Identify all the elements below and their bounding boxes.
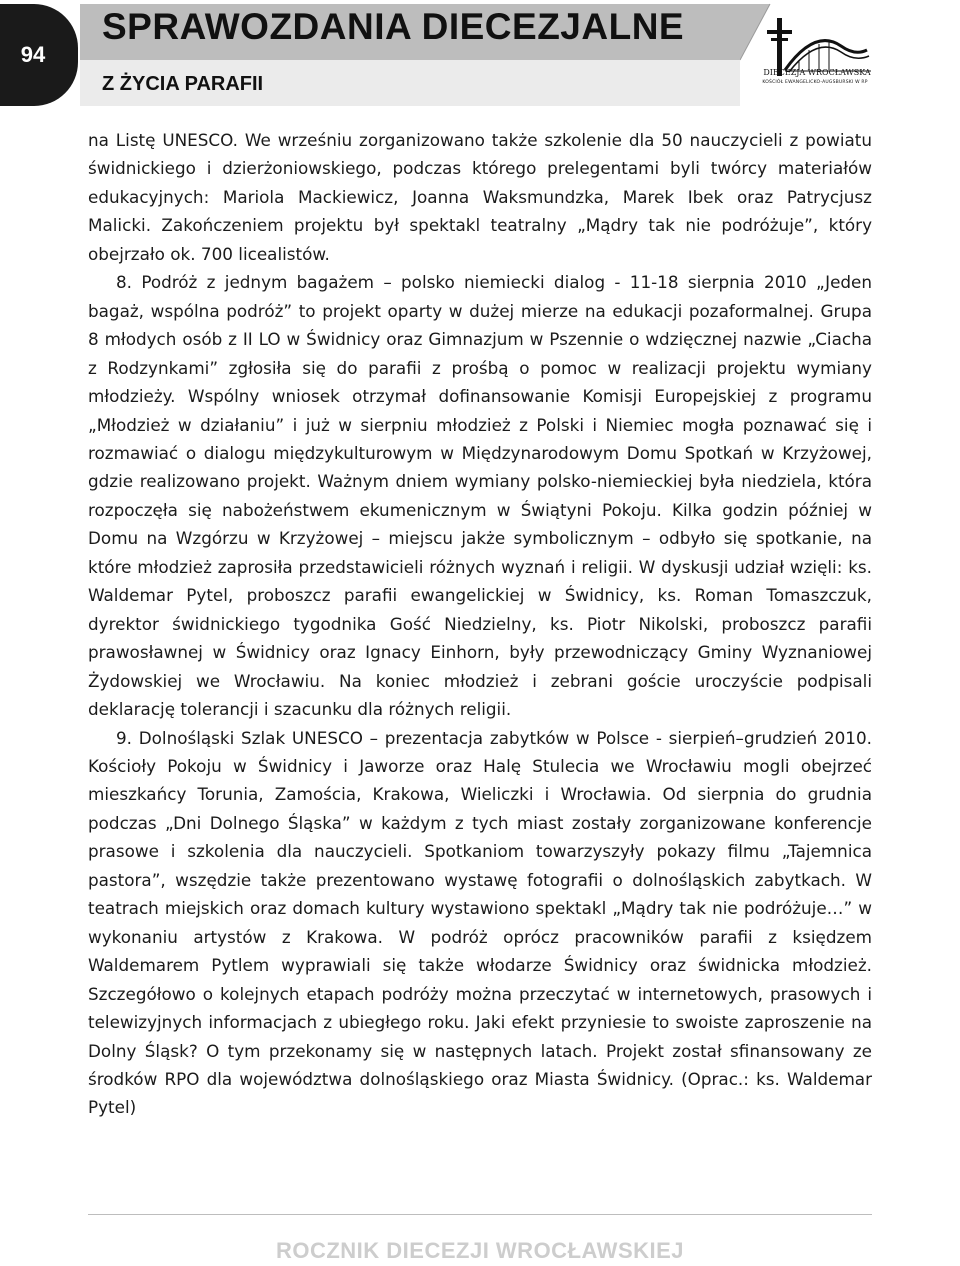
footer-title: ROCZNIK DIECEZJI WROCŁAWSKIEJ — [275, 1238, 685, 1263]
page-number-badge — [0, 4, 78, 106]
paragraph-item-9: 9. Dolnośląski Szlak UNESCO – prezentacja zabytków w Polsce - sierpień–grudzień 2010. Kościoły Pokoju w Świdnicy i Jaworze oraz Halę Stulecia we Wrocławiu mogli obejrzeć mieszkańcy Torunia, Zamościa, Krakowa, Wieliczki i Wrocławia. Od sierpnia do grudnia podczas „Dni Dolnego Śląska” w każdym z tych miast zostały zorganizowane konferencje prasowe i szkolenia dla nauczycieli. Spotkaniom towarzyszyły pokazy filmu „Tajemnica pastora”, wszędzie także prezentowano wystawę fotografii o dolnośląskich zabytkach. W teatrach miejskich oraz domach kultury wystawiono spektakl „Mądry tak nie podróżuje…” w wykonaniu artystów z Krakowa. W podróż oprócz pracowników parafii z księdzem Waldemarem Pytlem wyprawiali się także włodarze Świdnicy oraz świdnicka młodzież. Szczegółowo o kolejnych etapach podróży można przeczytać w internetowych, prasowych i telewizyjnych informacjach z ubiegłego roku. Jaki efekt przyniesie to swoiste zaproszenie na Dolny Śląsk? O tym przekonamy się w następnych latach. Projekt został sfinansowany ze środków RPO dla województwa dolnośląskiego oraz Miasta Świdnicy. (Oprac.: ks. Waldemar Pytel) — [88, 727, 872, 1118]
footer-divider — [88, 1214, 872, 1215]
logo-text: DIECEZJA WROCŁAWSKA — [763, 68, 871, 77]
header-subtitle: Z ŻYCIA PARAFII — [102, 73, 264, 95]
header-title: SPRAWOZDANIA DIECEZJALNE — [102, 6, 685, 47]
paragraph-item-8: 8. Podróż z jednym bagażem – polsko niemiecki dialog - 11-18 sierpnia 2010 „Jeden bagaż, wspólna podróż” to projekt oparty w dużej mierze na edukacji pozaformalnej. Grupa 8 młodych osób z II LO w Świdnicy oraz Gimnazjum w Pszennie o wdzięcznej nazwie „Ciacha z Rodzynkami” zgłosiła się do parafii z prośbą o pomoc w realizacji projektu wymiany młodzieży. Wspólny wniosek otrzymał dofinansowanie Komisji Europejskiej z programu „Młodzież w działaniu” i już w sierpniu młodzież z Polski i Niemiec mogła poznawać się i rozmawiać o dialogu międzykulturowym w Międzynarodowym Domu Spotkań w Krzyżowej, gdzie realizowano projekt. Ważnym dniem wymiany polsko-niemieckiej była niedziela, która rozpoczęła się nabożeństwem ekumenicznym w Świątyni Pokoju. Kilka godzin później w Domu na Wzgórzu w Krzyżowej – miejscu jakże symbolicznym – odbyło się spotkanie, na które młodzież zaprosiła przedstawicieli różnych wyznań i religii. W dyskusji udział wzięli: ks. Waldemar Pytel, proboszcz parafii ewangelickiej w Świdnicy, ks. Roman Tomaszczuk, dyrektor świdnickiego tygodnika Gość Niedzielny, ks. Piotr Nikolski, proboszcz parafii prawosławnej w Świdnicy oraz Ignacy Einhorn, były przewodniczący Gminy Wyznaniowej Żydowskiej we Wrocławiu. Na koniec młodzież i zebrani goście uroczyście podpisali deklarację tolerancji i szacunku dla różnych religii. — [88, 272, 872, 720]
page-header — [0, 0, 960, 112]
logo-caption: KOŚCIÓŁ EWANGELICKO-AUGSBURSKI W RP — [762, 80, 868, 85]
cross-with-bridge-logo-icon — [755, 10, 875, 90]
article-body — [88, 126, 872, 1122]
page-number: 94 — [20, 42, 46, 67]
paragraph-continuation: na Listę UNESCO. We wrześniu zorganizowano także szkolenie dla 50 nauczycieli z powiatu świdnickiego i dzierżoniowskiego, podczas którego prelegentami byli twórcy materiałów edukacyjnych: Mariola Mackiewicz, Joanna Waksmundzka, Marek Ibek oraz Patrycjusz Malicki. Zakończeniem projektu był spektakl teatralny „Mądry tak nie podróżuje”, który obejrzało ok. 700 licealistów. — [88, 130, 872, 264]
